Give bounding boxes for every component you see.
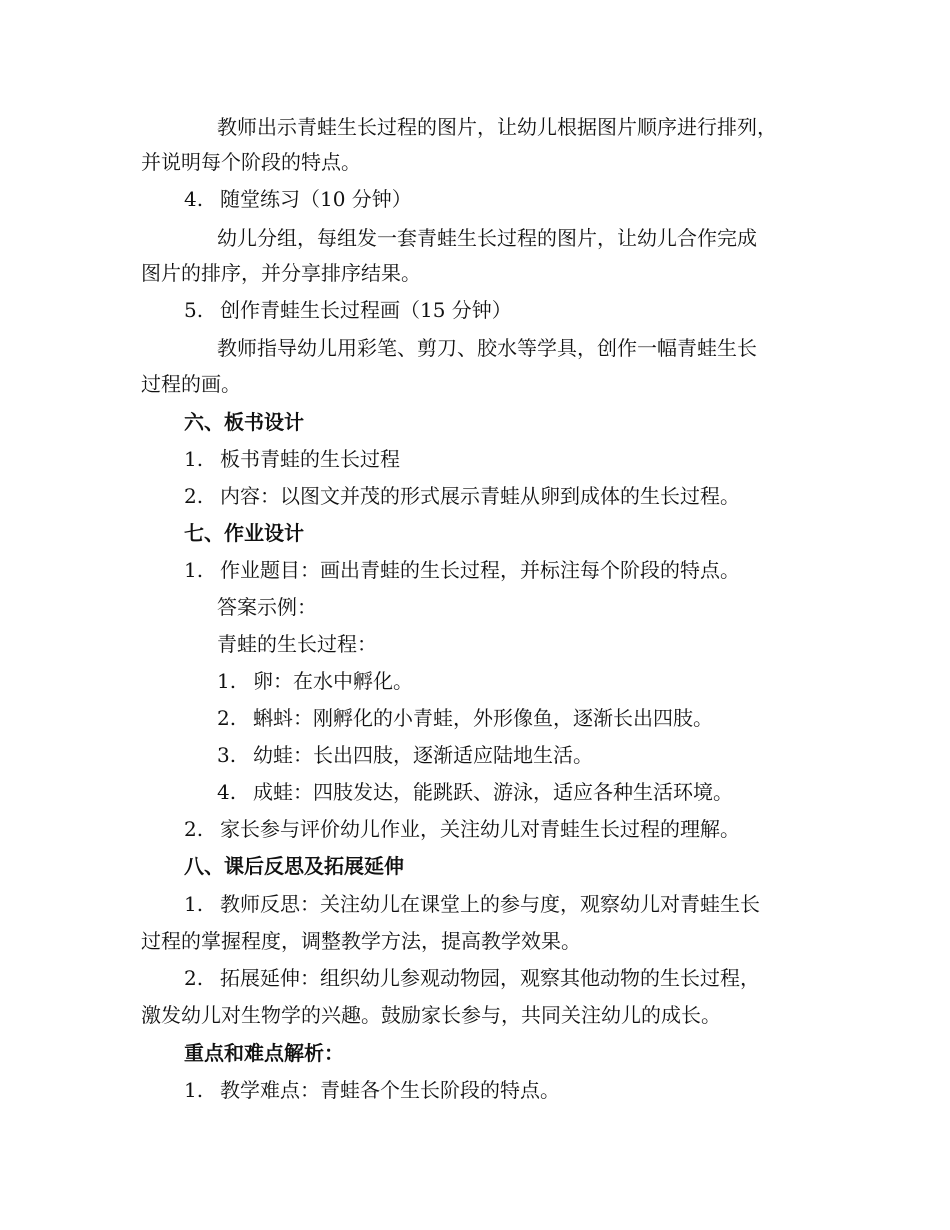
section-heading — [184, 519, 304, 547]
list-item-text: 内容：以图文并茂的形式展示青蛙从卵到成体的生长过程。 — [220, 484, 740, 508]
paragraph-line — [217, 630, 377, 658]
list-number: 4. — [184, 187, 204, 211]
heading-text: 七、作业设计 — [184, 521, 304, 545]
section-heading — [184, 1039, 344, 1067]
line-text: 青蛙的生长过程： — [217, 632, 377, 656]
line-text: 教师指导幼儿用彩笔、剪刀、胶水等学具，创作一幅青蛙生长 — [217, 336, 757, 360]
list-item — [184, 815, 740, 843]
list-item — [217, 741, 593, 769]
heading-text: 重点和难点解析： — [184, 1041, 344, 1065]
paragraph-line — [217, 224, 757, 252]
list-item-text: 拓展延伸：组织幼儿参观动物园，观察其他动物的生长过程， — [220, 966, 760, 990]
section-heading — [184, 408, 304, 436]
line-text: 教师出示青蛙生长过程的图片，让幼儿根据图片顺序进行排列， — [217, 115, 777, 139]
line-text: 并说明每个阶段的特点。 — [141, 150, 361, 174]
list-item — [184, 1076, 560, 1104]
list-item-text: 板书青蛙的生长过程 — [220, 447, 400, 471]
list-item-text: 作业题目：画出青蛙的生长过程，并标注每个阶段的特点。 — [220, 558, 740, 582]
list-number: 1. — [184, 558, 204, 582]
list-number: 2. — [184, 484, 204, 508]
list-item — [184, 482, 740, 510]
list-number: 3. — [217, 743, 237, 767]
paragraph-line — [217, 113, 777, 141]
list-item-text: 卵：在水中孵化。 — [253, 669, 413, 693]
list-item — [184, 296, 512, 324]
paragraph-line — [141, 927, 581, 955]
list-number: 4. — [217, 780, 237, 804]
list-number: 1. — [184, 892, 204, 916]
paragraph-line — [217, 334, 757, 362]
list-number: 1. — [217, 669, 237, 693]
paragraph-line — [141, 148, 361, 176]
list-number: 5. — [184, 298, 204, 322]
heading-text: 六、板书设计 — [184, 410, 304, 434]
line-text: 过程的掌握程度，调整教学方法，提高教学效果。 — [141, 929, 581, 953]
line-text: 答案示例： — [217, 595, 317, 619]
list-number: 1. — [184, 1078, 204, 1102]
list-number: 2. — [184, 817, 204, 841]
line-text: 幼儿分组，每组发一套青蛙生长过程的图片，让幼儿合作完成 — [217, 226, 757, 250]
list-item-text: 蝌蚪：刚孵化的小青蛙，外形像鱼，逐渐长出四肢。 — [253, 706, 713, 730]
list-item — [217, 704, 713, 732]
paragraph-line — [141, 1001, 721, 1029]
list-item — [184, 445, 400, 473]
heading-text: 八、课后反思及拓展延伸 — [184, 854, 404, 878]
line-text: 过程的画。 — [141, 372, 241, 396]
list-item-text: 教学难点：青蛙各个生长阶段的特点。 — [220, 1078, 560, 1102]
list-item-text: 教师反思：关注幼儿在课堂上的参与度，观察幼儿对青蛙生长 — [220, 892, 760, 916]
list-item — [217, 667, 413, 695]
section-heading — [184, 852, 404, 880]
list-item-text: 幼蛙：长出四肢，逐渐适应陆地生活。 — [253, 743, 593, 767]
list-item-text: 随堂练习（10 分钟） — [220, 187, 412, 211]
paragraph-line — [141, 259, 421, 287]
line-text: 图片的排序，并分享排序结果。 — [141, 261, 421, 285]
list-item-text: 成蛙：四肢发达，能跳跃、游泳，适应各种生活环境。 — [253, 780, 733, 804]
paragraph-line — [217, 593, 317, 621]
paragraph-line — [141, 370, 241, 398]
list-item — [184, 964, 760, 992]
line-text: 激发幼儿对生物学的兴趣。鼓励家长参与，共同关注幼儿的成长。 — [141, 1003, 721, 1027]
list-number: 2. — [184, 966, 204, 990]
list-item — [184, 890, 760, 918]
list-item — [217, 778, 733, 806]
list-item — [184, 185, 412, 213]
list-item — [184, 556, 740, 584]
list-item-text: 创作青蛙生长过程画（15 分钟） — [220, 298, 512, 322]
list-number: 2. — [217, 706, 237, 730]
list-item-text: 家长参与评价幼儿作业，关注幼儿对青蛙生长过程的理解。 — [220, 817, 740, 841]
list-number: 1. — [184, 447, 204, 471]
